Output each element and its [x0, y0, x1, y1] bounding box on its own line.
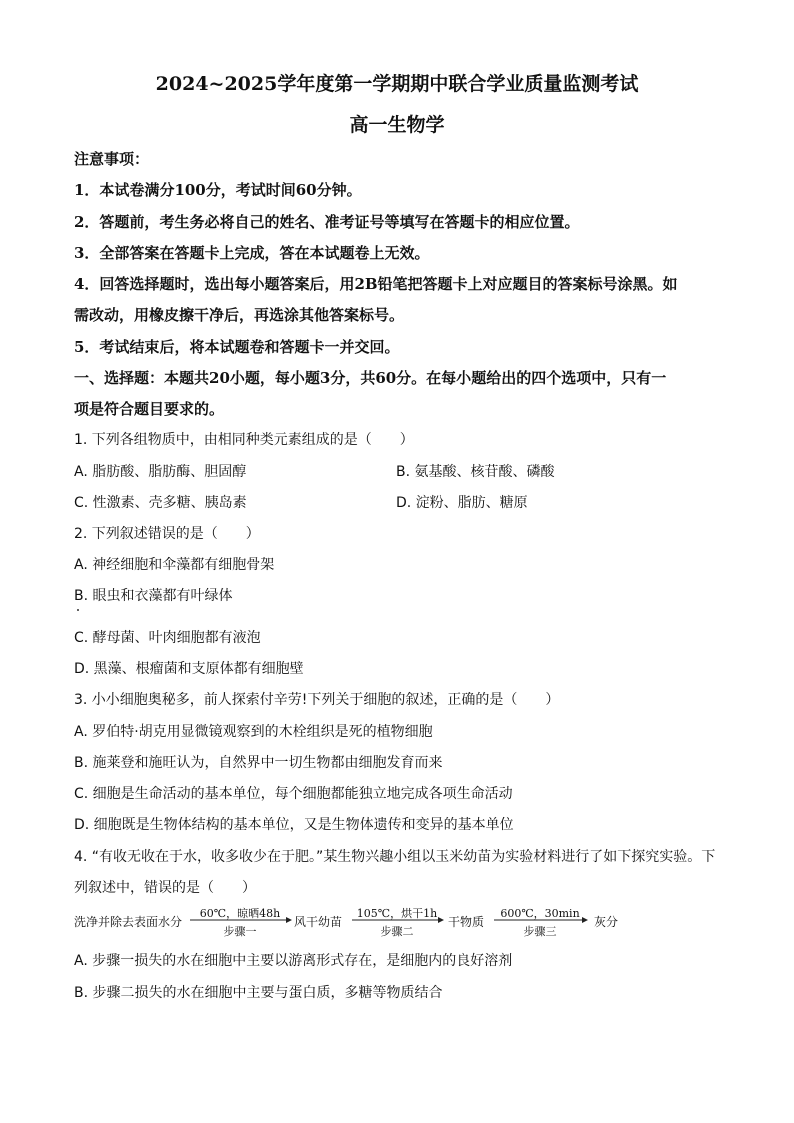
question-1-option-b: B. 氨基酸、核苷酸、磷酸: [396, 464, 555, 480]
step-2-label: 步骤二: [380, 925, 414, 938]
step-3-label: 步骤三: [523, 925, 557, 938]
notes-heading: 注意事项：: [74, 150, 150, 168]
question-2-option-c: C. 酵母菌、叶肉细胞都有液泡: [74, 630, 261, 646]
flow-node-ash: 灰分: [594, 915, 619, 929]
stray-dot-mark: [77, 609, 79, 611]
step-3-condition: 600℃，30min: [500, 907, 580, 920]
flow-arrow-step-1: [188, 905, 292, 938]
note-item: 4．回答选择题时，选出每小题答案后，用2B铅笔把答题卡上对应题目的答案标号涂黑。如: [74, 275, 678, 293]
step-2-condition: 105℃，烘干1h: [356, 907, 438, 920]
question-2-option-b: B. 眼虫和衣藻都有叶绿体: [74, 588, 233, 604]
note-item: 3．全部答案在答题卡上完成，答在本试题卷上无效。: [74, 244, 430, 262]
question-3-stem: 3. 小小细胞奥秘多，前人探索付辛劳!下列关于细胞的叙述，正确的是（ ）: [74, 692, 560, 708]
note-item-continued: 需改动，用橡皮擦干净后，再选涂其他答案标号。: [74, 306, 405, 324]
question-3-option-d: D. 细胞既是生物体结构的基本单位，又是生物体遗传和变异的基本单位: [74, 817, 514, 833]
question-1-option-a: A. 脂肪酸、脂肪酶、胆固醇: [74, 464, 247, 480]
section-heading: 一、选择题：本题共20小题，每小题3分，共60分。在每小题给出的四个选项中，只有一: [74, 369, 667, 387]
question-2-stem: 2. 下列叙述错误的是（ ）: [74, 526, 260, 542]
question-3-option-b: B. 施莱登和施旺认为，自然界中一切生物都由细胞发育而来: [74, 755, 443, 771]
question-4-stem-continued: 列叙述中，错误的是（ ）: [74, 880, 256, 896]
subject-title: 高一生物学: [349, 114, 445, 136]
question-1-stem: 1. 下列各组物质中，由相同种类元素组成的是（ ）: [74, 432, 414, 448]
flow-arrow-step-2: [350, 905, 444, 938]
question-4-option-a: A. 步骤一损失的水在细胞中主要以游离形式存在，是细胞内的良好溶剂: [74, 953, 513, 969]
question-2-option-d: D. 黑藻、根瘤菌和支原体都有细胞壁: [74, 661, 304, 677]
question-2-option-a: A. 神经细胞和伞藻都有细胞骨架: [74, 557, 275, 573]
note-item: 1．本试卷满分100分，考试时间60分钟。: [74, 181, 362, 199]
note-item: 5．考试结束后，将本试题卷和答题卡一并交回。: [74, 338, 400, 356]
note-item: 2．答题前，考生务必将自己的姓名、准考证号等填写在答题卡的相应位置。: [74, 213, 580, 231]
flow-arrow-step-3: [492, 905, 588, 938]
step-1-label: 步骤一: [223, 925, 257, 938]
flow-node-air-dried: 风干幼苗: [294, 915, 343, 929]
question-4-stem: 4. “有收无收在于水，收多收少在于肥。”某生物兴趣小组以玉米幼苗为实验材料进行了如下探究实验。下: [74, 849, 716, 865]
flow-node-washed: 洗净并除去表面水分: [74, 915, 183, 929]
section-heading-continued: 项是符合题目要求的。: [74, 400, 225, 418]
question-1-option-d: D. 淀粉、脂肪、糖原: [396, 495, 528, 511]
question-1-option-c: C. 性激素、壳多糖、胰岛素: [74, 495, 247, 511]
question-4-option-b: B. 步骤二损失的水在细胞中主要与蛋白质，多糖等物质结合: [74, 985, 443, 1001]
flow-node-dry-matter: 干物质: [448, 915, 485, 929]
step-1-condition: 60℃，晾晒48h: [199, 907, 281, 920]
question-3-option-c: C. 细胞是生命活动的基本单位，每个细胞都能独立地完成各项生命活动: [74, 786, 513, 802]
exam-title: 2024~2025学年度第一学期期中联合学业质量监测考试: [155, 73, 639, 95]
question-3-option-a: A. 罗伯特·胡克用显微镜观察到的木栓组织是死的植物细胞: [74, 724, 433, 740]
